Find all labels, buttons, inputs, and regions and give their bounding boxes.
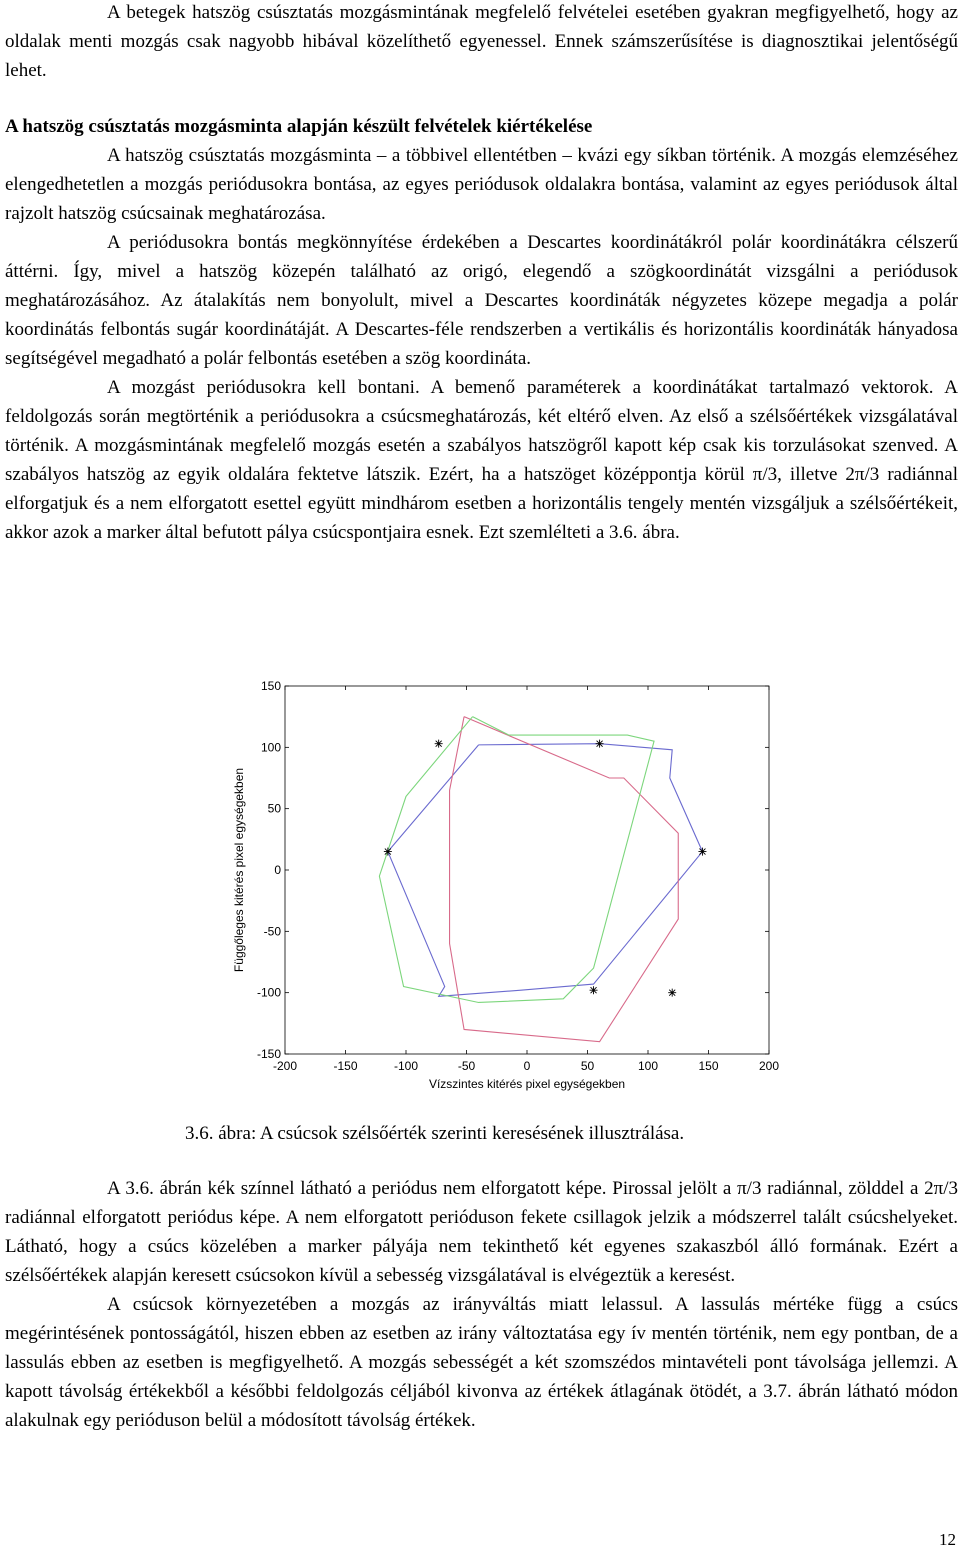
vertex-star-marker [384,848,392,856]
vertex-star-marker [698,848,706,856]
intro-paragraph: A betegek hatszög csúsztatás mozgásmintának megfelelő felvételei esetében gyakran megfigyelhető, hogy az oldalak menti mozgás csak nagyobb hibával közelíthető egyenessel. Ennek számszerűsítése is diagnosztikai jelentőségű lehet. [5,2,958,81]
x-tick-label: 100 [637,1059,659,1073]
y-tick-label: 0 [274,863,281,877]
x-tick-label: -50 [457,1059,476,1073]
vertex-star-marker [590,986,598,994]
section-heading: A hatszög csúsztatás mozgásminta alapján készült felvételek kiértékelése [5,116,593,137]
series-blue-line [388,744,703,997]
figure-caption: 3.6. ábra: A csúcsok szélsőérték szerinti keresésének illusztrálása. [185,1123,685,1144]
vertex-star-marker [596,740,604,748]
y-tick-label: 50 [267,801,281,816]
plot-frame [285,686,769,1054]
y-tick-label: -100 [256,985,281,1000]
page-number: 12 [939,1530,956,1549]
x-tick-label: 0 [523,1059,531,1073]
y-tick-label: -50 [263,924,281,939]
x-tick-label: 50 [580,1059,595,1073]
vertex-star-marker [435,740,443,748]
paragraph: A 3.6. ábrán kék színnel látható a periódus nem elforgatott képe. Pirossal jelölt a π/3 radiánnal, zölddel a 2π/3 radiánnal elforgatott periódus képe. A nem elforgatott perióduson fekete csillagok jelzik a módszerrel talált csúcshelyeket. Látható, hogy a csúcs közelében a marker pályája nem tekinthető két egyenes szakaszból álló formának. Ezért a szélsőértékek alapján keresett csúcsokon kívül a sebesség vizsgálatával is elvégeztük a keresést. [5,1178,958,1286]
body-text-2 [5,1174,958,1435]
x-tick-label: 150 [698,1059,719,1073]
y-tick-label: -150 [256,1047,281,1061]
x-tick-label: 200 [758,1059,780,1073]
y-tick-label: 150 [260,679,281,693]
series-green-line [379,717,654,1003]
vertex-star-marker [668,989,676,997]
y-axis-label: Függőleges kitérés pixel egységekben [232,767,246,973]
y-tick-label: 100 [260,740,281,755]
x-axis-label: Vízszintes kitérés pixel egységekben [428,1077,626,1091]
x-tick-label: -200 [272,1059,298,1073]
body-text-1 [5,141,958,547]
paragraph: A periódusokra bontás megkönnyítése érdekében a Descartes koordinátákról polár koordinátákra célszerű áttérni. Így, mivel a hatszög közepén található az origó, elegendő a szögkoordinátát vizsgálni a periódusok meghatározásához. Az átalakítás nem bonyolult, mivel a Descartes koordináták négyzetes közepe megadja a polár koordinátás felbontás sugár koordinátáját. A Descartes-féle rendszerben a vertikális és horizontális koordináták hányadosa segítségével megadható a polár felbontás esetében a szög koordináta. [5,232,958,369]
paragraph: A mozgást periódusokra kell bontani. A bemenő paraméterek a koordinátákat tartalmazó vektorok. A feldolgozás során megtörténik a periódusokra a csúcsmeghatározás, két eltérő elven. Az első a szélsőértékek vizsgálatával történik. A mozgásmintának megfelelő mozgás esetén a szabályos hatszögről kapott kép csak kis torzulásokat szenved. A szabályos hatszög az egyik oldalára fektetve látszik. Ezért, ha a hatszöget középpontja körül π/3, illetve 2π/3 radiánnal elforgatjuk és a nem elforgatott esettel együtt mindhárom esetben a horizontális tengely mentén vizsgáljuk a szélsőértékeit, akkor azok a marker által befutott pálya csúcspontjaira esnek. Ezt szemlélteti a 3.6. ábra. [5,377,958,543]
paragraph: A csúcsok környezetében a mozgás az irányváltás miatt lelassul. A lassulás mértéke függ a csúcs megérintésének pontosságától, hiszen ebben az esetben az irány változtatása egy ív mentén történik, nem egy pontban, de a lassulás ebben az esetben is megfigyelhető. A mozgás sebességét a két szomszédos mintavételi pont távolsága jellemzi. A kapott távolság értékekből a későbbi feldolgozás céljából kivonva az értékek átlagának ötödét, a 3.7. ábrán látható módon alakulnak egy perióduson belül a módosított távolság értékek. [5,1294,958,1431]
figure-chart [225,676,785,1096]
paragraph: A hatszög csúsztatás mozgásminta – a többivel ellentétben – kvázi egy síkban történik. A mozgás elemzéséhez elengedhetetlen a mozgás periódusokra bontása, az egyes periódusok oldalakra bontása, valamint az egyes periódusok által rajzolt hatszög csúcsainak meghatározása. [5,145,958,224]
x-tick-label: -100 [393,1059,419,1073]
x-tick-label: -150 [333,1059,358,1073]
